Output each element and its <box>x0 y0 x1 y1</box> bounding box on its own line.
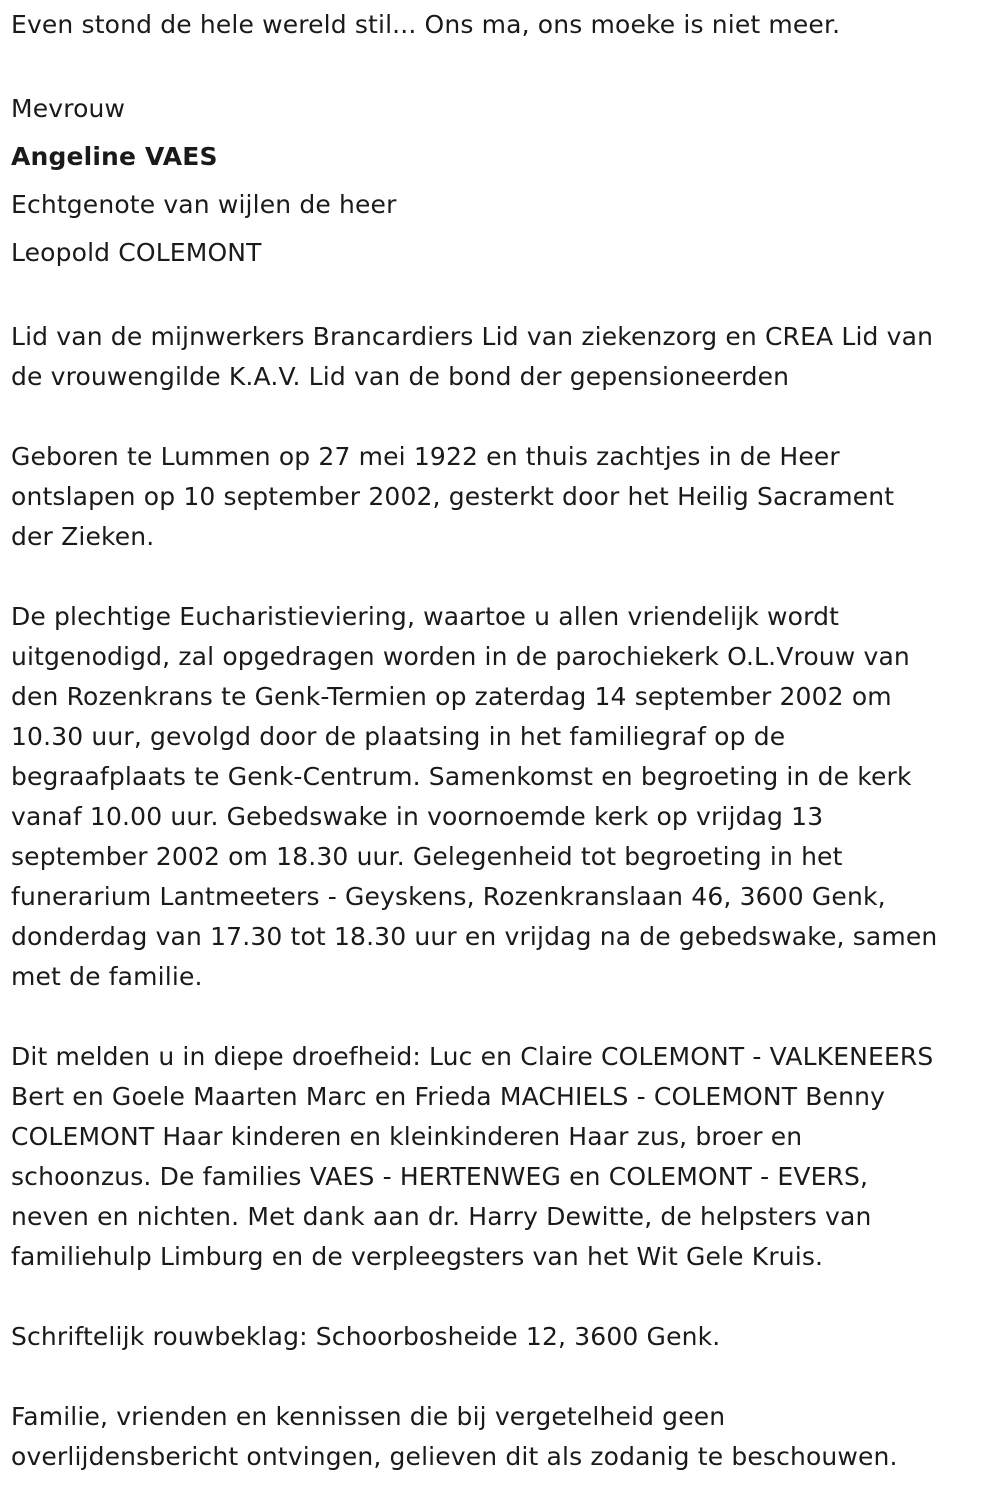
birth-death-line: der Zieken. <box>11 522 155 551</box>
ceremony-line: uitgenodigd, zal opgedragen worden in de parochiekerk O.L.Vrouw van <box>11 642 910 671</box>
birth-death-line: Geboren te Lummen op 27 mei 1922 en thuis zachtjes in de Heer <box>11 442 840 471</box>
condolence-address: Schriftelijk rouwbeklag: Schoorbosheide 12, 3600 Genk. <box>11 1322 721 1351</box>
ceremony-line: den Rozenkrans te Genk-Termien op zaterdag 14 september 2002 om <box>11 682 892 711</box>
closing-paragraph <box>11 1397 988 1477</box>
deceased-name: Angeline VAES <box>11 142 218 171</box>
spacer <box>11 557 988 597</box>
announcers-line: schoonzus. De families VAES - HERTENWEG en COLEMONT - EVERS, <box>11 1162 869 1191</box>
intro-line: Even stond de hele wereld stil... Ons ma, ons moeke is niet meer. <box>11 10 841 39</box>
spacer <box>11 997 988 1037</box>
spacer <box>11 397 988 437</box>
announcers-line: familiehulp Limburg en de verpleegsters van het Wit Gele Kruis. <box>11 1242 824 1271</box>
closing-line: overlijdensbericht ontvingen, gelieven dit als zodanig te beschouwen. <box>11 1442 898 1471</box>
ceremony-line: september 2002 om 18.30 uur. Gelegenheid tot begroeting in het <box>11 842 843 871</box>
announcers-paragraph <box>11 1037 988 1277</box>
birth-death-paragraph <box>11 437 988 557</box>
memberships-line: de vrouwengilde K.A.V. Lid van de bond der gepensioneerden <box>11 362 790 391</box>
announcers-line: neven en nichten. Met dank aan dr. Harry Dewitte, de helpsters van <box>11 1202 872 1231</box>
announcers-line: COLEMONT Haar kinderen en kleinkinderen Haar zus, broer en <box>11 1122 803 1151</box>
ceremony-line: 10.30 uur, gevolgd door de plaatsing in het familiegraf op de <box>11 722 786 751</box>
salutation: Mevrouw <box>11 94 126 123</box>
announcers-line: Dit melden u in diepe droefheid: Luc en Claire COLEMONT - VALKENEERS <box>11 1042 934 1071</box>
ceremony-paragraph <box>11 597 988 997</box>
ceremony-line: vanaf 10.00 uur. Gebedswake in voornoemde kerk op vrijdag 13 <box>11 802 824 831</box>
ceremony-line: begraafplaats te Genk-Centrum. Samenkomst en begroeting in de kerk <box>11 762 912 791</box>
spouse-name: Leopold COLEMONT <box>11 238 262 267</box>
spouse-label: Echtgenote van wijlen de heer <box>11 190 397 219</box>
birth-death-line: ontslapen op 10 september 2002, gesterkt door het Heilig Sacrament <box>11 482 895 511</box>
ceremony-line: donderdag van 17.30 tot 18.30 uur en vrijdag na de gebedswake, samen <box>11 922 938 951</box>
closing-line: Familie, vrienden en kennissen die bij vergetelheid geen <box>11 1402 726 1431</box>
memberships-paragraph <box>11 317 988 397</box>
announcers-line: Bert en Goele Maarten Marc en Frieda MACHIELS - COLEMONT Benny <box>11 1082 886 1111</box>
spacer <box>11 1357 988 1397</box>
ceremony-line: De plechtige Eucharistieviering, waartoe u allen vriendelijk wordt <box>11 602 840 631</box>
memberships-line: Lid van de mijnwerkers Brancardiers Lid van ziekenzorg en CREA Lid van <box>11 322 934 351</box>
spacer <box>11 1277 988 1317</box>
ceremony-line: met de familie. <box>11 962 203 991</box>
spacer <box>11 45 988 85</box>
spacer <box>11 277 988 317</box>
ceremony-line: funerarium Lantmeeters - Geyskens, Rozenkranslaan 46, 3600 Genk, <box>11 882 886 911</box>
